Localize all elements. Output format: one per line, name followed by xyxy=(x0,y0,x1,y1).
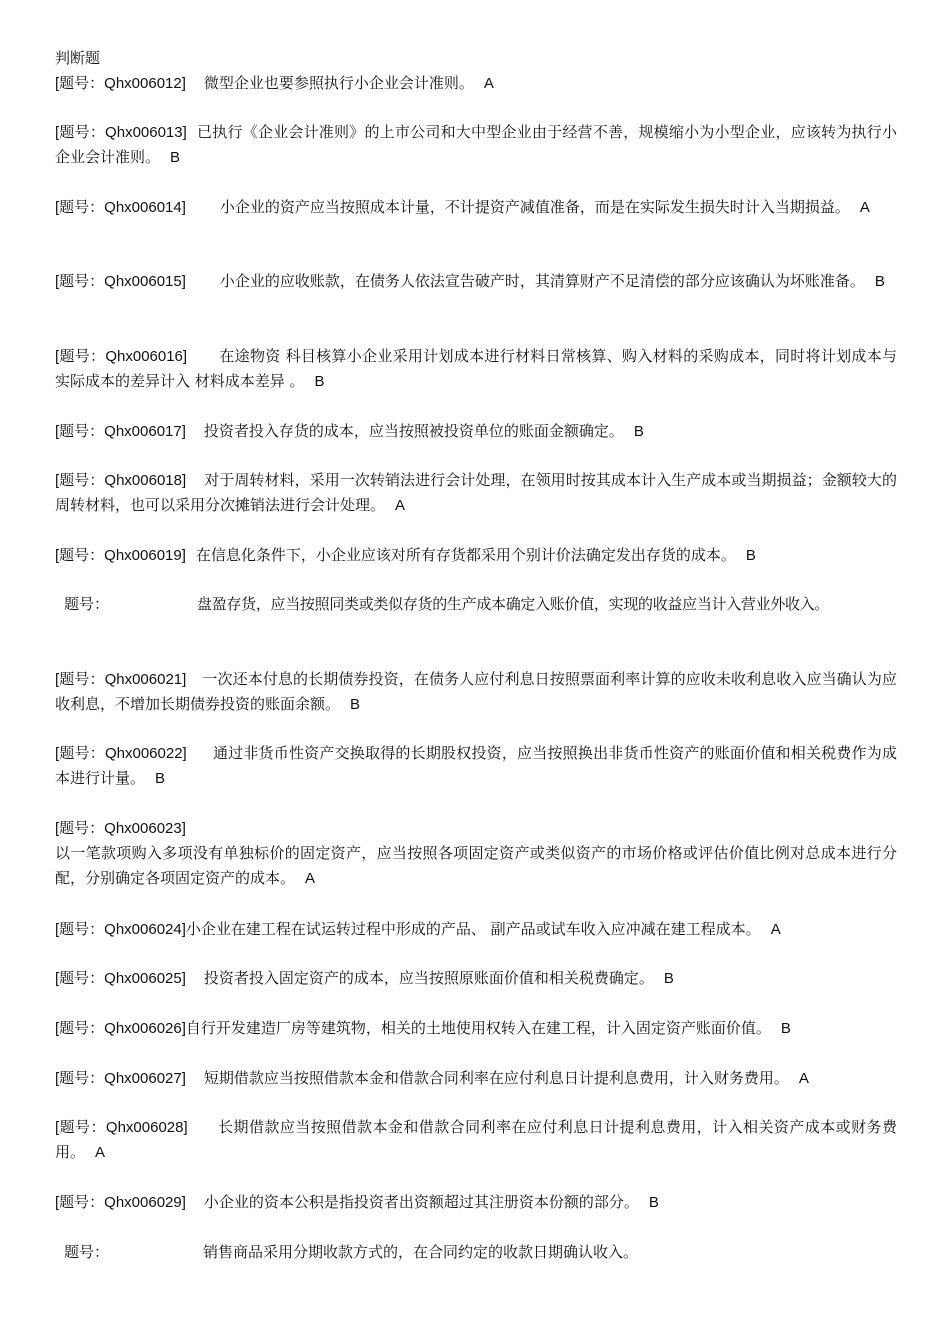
question-id: [题号：Qhx006022] xyxy=(55,745,187,762)
question-id: [题号：Qhx006029] xyxy=(55,1194,186,1211)
question-id: [题号：Qhx006019] xyxy=(55,547,186,564)
question-text: 以一笔款项购入多项没有单独标价的固定资产，应当按照各项固定资产或类似资产的市场价格或评估价值比例对总成本进行分配，分别确定各项固定资产的成本。 xyxy=(55,844,897,887)
question-item xyxy=(55,419,897,444)
question-text: 一次还本付息的长期债券投资，在债务人应付利息日按照票面利率计算的应收未收利息收入应当确认为应收利息，不增加长期债券投资的账面余额。 xyxy=(55,670,897,713)
question-item xyxy=(55,1190,897,1215)
question-text: 微型企业也要参照执行小企业会计准则。 xyxy=(203,74,474,92)
question-text: 短期借款应当按照借款本金和借款合同利率在应付利息日计提利息费用，计入财务费用。 xyxy=(203,1069,789,1087)
question-item xyxy=(55,966,897,991)
question-item xyxy=(55,468,897,518)
question-id: [题号：Qhx006021] xyxy=(55,671,187,688)
question-item xyxy=(55,1016,897,1041)
question-answer: A xyxy=(305,870,316,887)
question-item xyxy=(55,344,897,394)
question-item xyxy=(55,195,897,220)
question-answer: A xyxy=(859,199,870,216)
question-answer: A xyxy=(483,75,494,92)
question-answer: A xyxy=(395,497,406,514)
question-id: [题号：Qhx006015] xyxy=(55,273,186,290)
question-answer: B xyxy=(314,373,325,390)
question-id: 题号： xyxy=(64,1243,110,1261)
question-text: 已执行《企业会计准则》的上市公司和大中型企业由于经营不善，规模缩小为小型企业，应该转为执行小企业会计准则。 xyxy=(55,123,897,166)
question-id: [题号：Qhx006025] xyxy=(55,970,186,987)
question-id: 题号： xyxy=(64,595,110,613)
question-text: 小企业在建工程在试运转过程中形成的产品、 副产品或试车收入应冲减在建工程成本。 xyxy=(185,920,761,938)
question-answer: B xyxy=(745,547,756,564)
question-text: 长期借款应当按照借款本金和借款合同利率在应付利息日计提利息费用，计入相关资产成本或财务费用。 xyxy=(55,1118,897,1161)
question-text: 投资者投入固定资产的成本，应当按照原账面价值和相关税费确定。 xyxy=(203,969,654,987)
question-text: 盘盈存货，应当按照同类或类似存货的生产成本确定入账价值，实现的收益应当计入营业外收入。 xyxy=(197,595,830,613)
question-answer: B xyxy=(780,1020,791,1037)
question-answer: A xyxy=(770,921,781,938)
section-heading: 判断题 xyxy=(55,49,101,67)
question-text: 对于周转材料，采用一次转销法进行会计处理，在领用时按其成本计入生产成本或当期损益；金额较大的周转材料，也可以采用分次摊销法进行会计处理。 xyxy=(55,471,897,514)
question-answer: B xyxy=(633,423,644,440)
question-item xyxy=(55,71,897,96)
question-id: [题号：Qhx006028] xyxy=(55,1119,188,1136)
question-id: [题号：Qhx006018] xyxy=(55,472,187,489)
question-id: [题号：Qhx006013] xyxy=(55,124,187,141)
question-answer: B xyxy=(350,696,361,713)
question-text: 投资者投入存货的成本，应当按照被投资单位的账面金额确定。 xyxy=(203,422,624,440)
question-answer: B xyxy=(663,970,674,987)
question-text: 小企业的资本公积是指投资者出资额超过其注册资本份额的部分。 xyxy=(203,1193,639,1211)
question-item xyxy=(55,741,897,791)
question-item xyxy=(55,1066,897,1091)
question-item xyxy=(64,592,900,617)
question-id: [题号：Qhx006012] xyxy=(55,75,186,92)
question-text: 小企业的应收账款，在债务人依法宣告破产时，其清算财产不足清偿的部分应该确认为坏账准备。 xyxy=(219,272,865,290)
question-answer: A xyxy=(798,1070,809,1087)
question-id: [题号：Qhx006026] xyxy=(55,1020,186,1037)
question-item xyxy=(55,269,897,294)
question-text: 通过非货币性资产交换取得的长期股权投资，应当按照换出非货币性资产的账面价值和相关税费作为成本进行计量。 xyxy=(55,744,897,787)
question-id: [题号：Qhx006024] xyxy=(55,921,186,938)
question-item xyxy=(55,816,897,891)
question-id: [题号：Qhx006023] xyxy=(55,820,186,837)
question-item xyxy=(55,1115,897,1165)
question-answer: B xyxy=(874,273,885,290)
question-answer: B xyxy=(170,149,181,166)
question-text: 在信息化条件下，小企业应该对所有存货都采用个别计价法确定发出存货的成本。 xyxy=(195,546,736,564)
question-answer: B xyxy=(155,770,166,787)
question-id: [题号：Qhx006014] xyxy=(55,199,186,216)
question-item xyxy=(55,120,897,170)
question-id: [题号：Qhx006027] xyxy=(55,1070,186,1087)
question-item xyxy=(55,667,897,717)
question-text: 小企业的资产应当按照成本计量，不计提资产减值准备，而是在实际发生损失时计入当期损益。 xyxy=(219,198,850,216)
question-id: [题号：Qhx006016] xyxy=(55,348,188,365)
question-id: [题号：Qhx006017] xyxy=(55,423,186,440)
question-text: 自行开发建造厂房等建筑物，相关的土地使用权转入在建工程，计入固定资产账面价值。 xyxy=(185,1019,771,1037)
question-item xyxy=(55,917,897,942)
question-answer: A xyxy=(95,1144,106,1161)
question-item xyxy=(64,1240,900,1265)
question-text: 销售商品采用分期收款方式的，在合同约定的收款日期确认收入。 xyxy=(203,1243,639,1261)
question-item xyxy=(55,543,897,568)
question-answer: B xyxy=(648,1194,659,1211)
question-text: 在途物资 科目核算小企业采用计划成本进行材料日常核算、购入材料的采购成本，同时将计划成本与实际成本的差异计入 材料成本差异 。 xyxy=(55,347,897,390)
